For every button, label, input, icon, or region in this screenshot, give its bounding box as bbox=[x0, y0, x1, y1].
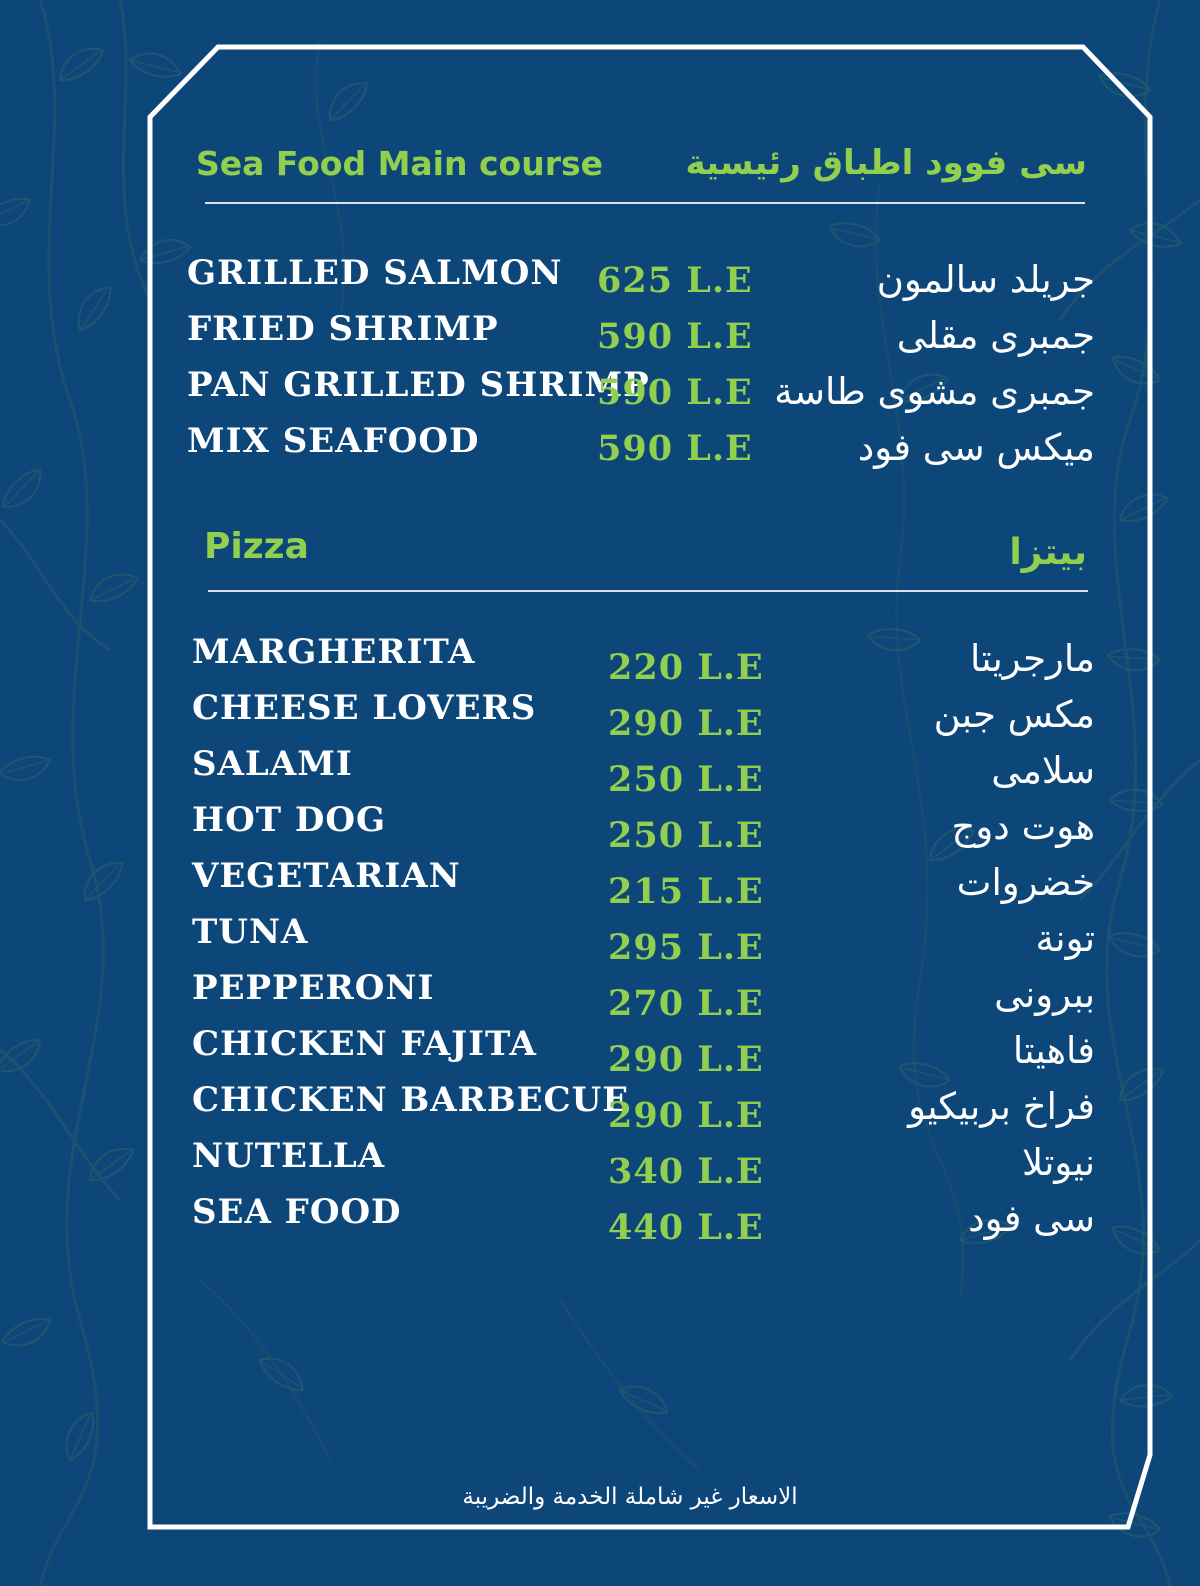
item-name-ar: خضروات bbox=[956, 861, 1095, 904]
item-name-ar: جريلد سالمون bbox=[876, 258, 1095, 301]
item-name-ar: نيوتلا bbox=[1022, 1141, 1095, 1184]
item-price: 250 L.E bbox=[608, 759, 764, 800]
item-name-en: SALAMI bbox=[192, 744, 353, 784]
item-name-en: PAN GRILLED SHRIMP bbox=[187, 365, 650, 405]
item-name-en: MARGHERITA bbox=[192, 632, 476, 672]
item-price: 290 L.E bbox=[608, 1039, 764, 1080]
item-name-en: CHEESE LOVERS bbox=[192, 688, 537, 728]
pizza-divider bbox=[208, 590, 1088, 592]
item-price: 270 L.E bbox=[608, 983, 764, 1024]
item-price: 340 L.E bbox=[608, 1151, 764, 1192]
item-name-ar: هوت دوج bbox=[951, 805, 1095, 848]
item-name-en: SEA FOOD bbox=[192, 1192, 402, 1232]
item-name-en: MIX SEAFOOD bbox=[187, 421, 480, 461]
item-name-ar: مارجريتا bbox=[970, 637, 1095, 680]
pizza-title-en: Pizza bbox=[204, 526, 309, 567]
item-name-en: TUNA bbox=[192, 912, 309, 952]
item-name-ar: ميكس سى فود bbox=[857, 426, 1095, 469]
item-price: 290 L.E bbox=[608, 1095, 764, 1136]
item-price: 290 L.E bbox=[608, 703, 764, 744]
item-name-en: VEGETARIAN bbox=[192, 856, 461, 896]
item-name-ar: جمبرى مقلى bbox=[896, 314, 1095, 357]
item-name-en: PEPPERONI bbox=[192, 968, 435, 1008]
item-price: 215 L.E bbox=[608, 871, 764, 912]
item-name-en: CHICKEN BARBECUE bbox=[192, 1080, 630, 1120]
item-name-en: CHICKEN FAJITA bbox=[192, 1024, 537, 1064]
item-name-en: HOT DOG bbox=[192, 800, 387, 840]
item-price: 590 L.E bbox=[597, 428, 753, 469]
item-price: 295 L.E bbox=[608, 927, 764, 968]
item-name-ar: ببرونى bbox=[994, 973, 1095, 1016]
item-price: 250 L.E bbox=[608, 815, 764, 856]
item-name-ar: تونة bbox=[1035, 917, 1095, 960]
item-name-ar: فاهيتا bbox=[1012, 1029, 1095, 1072]
footer-note: الاسعار غير شاملة الخدمة والضريبة bbox=[462, 1484, 798, 1510]
item-price: 220 L.E bbox=[608, 647, 764, 688]
item-price: 590 L.E bbox=[597, 372, 753, 413]
item-name-ar: مكس جبن bbox=[933, 693, 1095, 736]
item-name-en: NUTELLA bbox=[192, 1136, 386, 1176]
item-name-en: GRILLED SALMON bbox=[187, 253, 563, 293]
item-price: 625 L.E bbox=[597, 260, 753, 301]
item-name-en: FRIED SHRIMP bbox=[187, 309, 499, 349]
pizza-title-ar: بيتزا bbox=[1009, 532, 1087, 573]
item-price: 440 L.E bbox=[608, 1207, 764, 1248]
seafood-divider bbox=[205, 202, 1085, 204]
seafood-title-ar: سى فوود اطباق رئيسية bbox=[685, 143, 1087, 183]
item-name-ar: سى فود bbox=[968, 1197, 1095, 1240]
item-name-ar: سلامى bbox=[991, 749, 1095, 792]
seafood-title-en: Sea Food Main course bbox=[196, 144, 603, 183]
item-name-ar: فراخ بربيكيو bbox=[908, 1085, 1095, 1128]
item-price: 590 L.E bbox=[597, 316, 753, 357]
item-name-ar: جمبرى مشوى طاسة bbox=[774, 370, 1095, 413]
